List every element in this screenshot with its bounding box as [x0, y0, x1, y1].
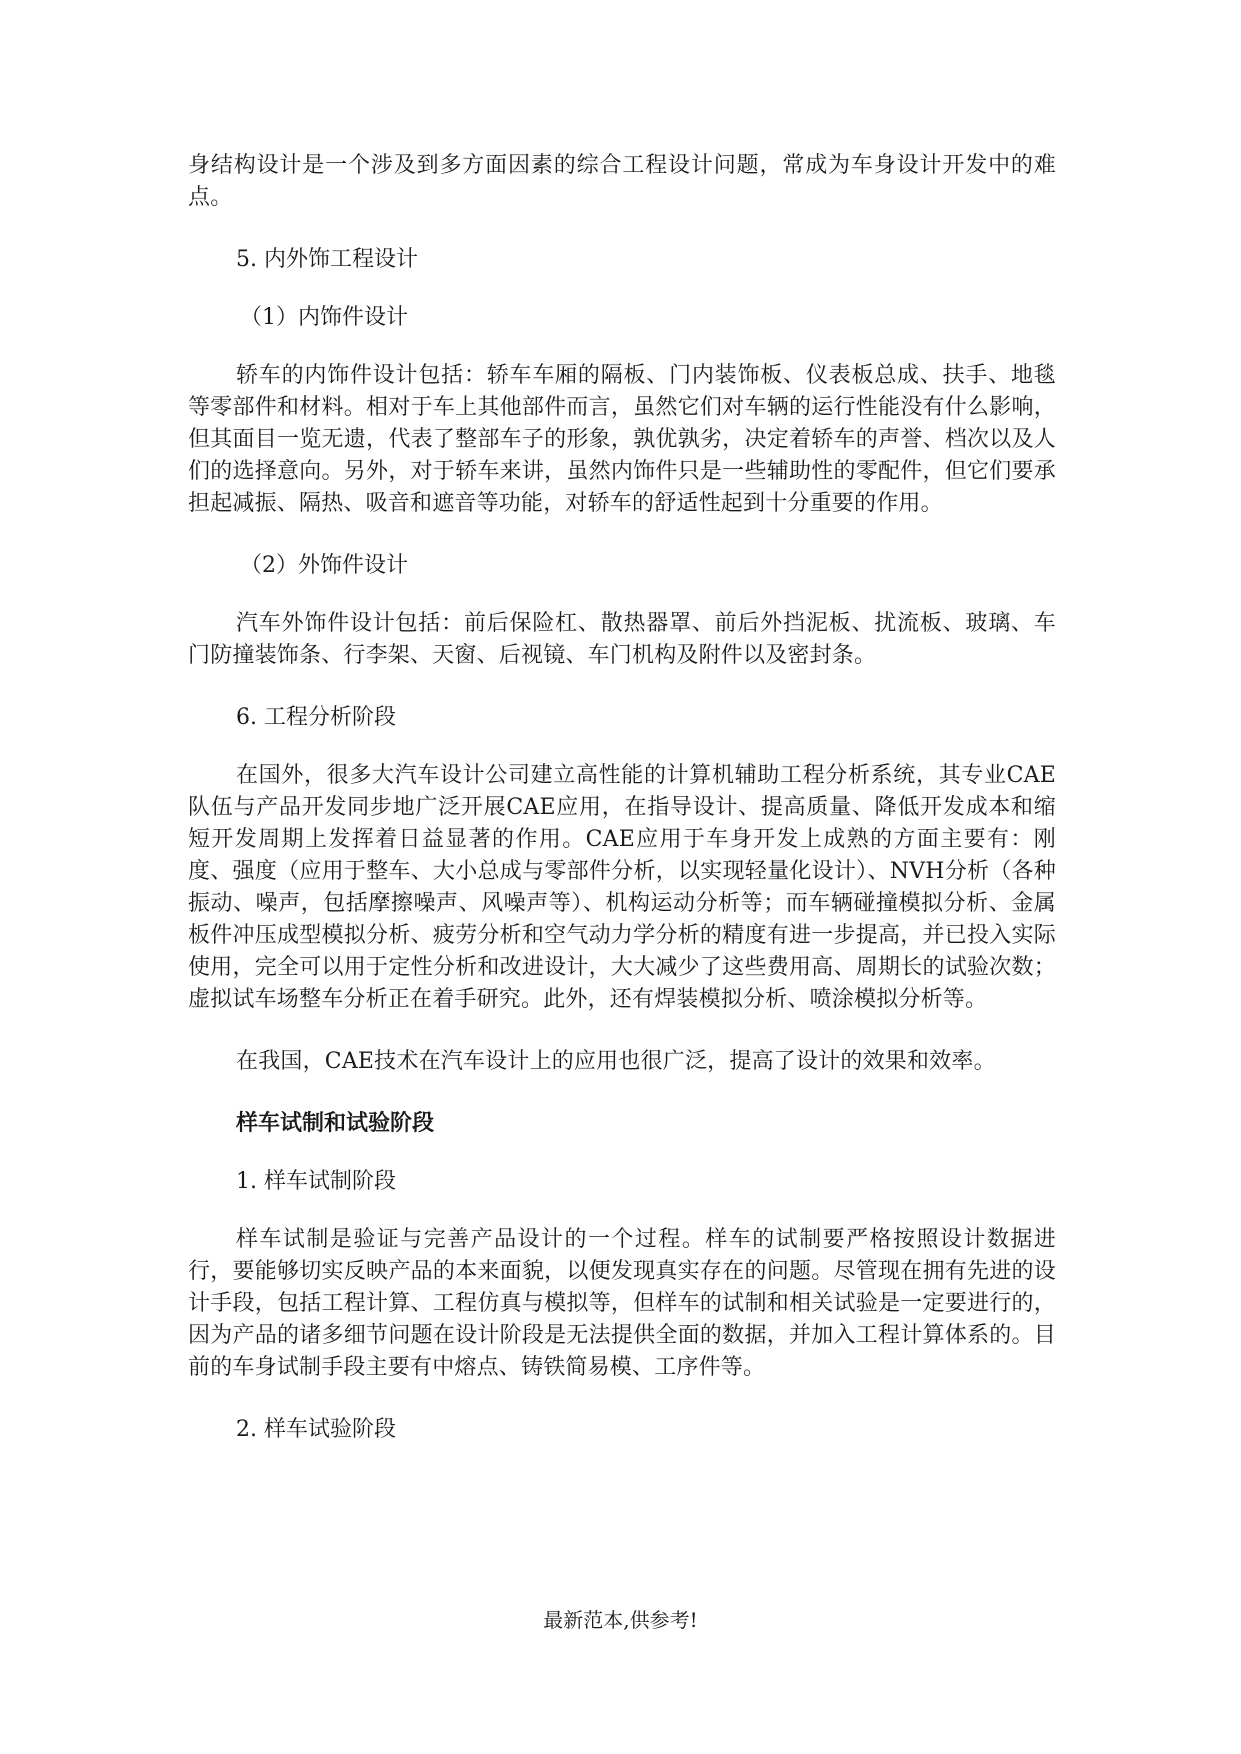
paragraph-prototype-build: 样车试制是验证与完善产品设计的一个过程。样车的试制要严格按照设计数据进行，要能够切实反映产品的本来面貌，以便发现真实存在的问题。尽管现在拥有先进的设计手段，包括工程计算、工程仿真与模拟等，但样车的试制和相关试验是一定要进行的，因为产品的诸多细节问题在设计阶段是无法提供全面的数据，并加入工程计算体系的。目前的车身试制手段主要有中熔点、铸铁简易模、工序件等。: [188, 1227, 1056, 1380]
document-page: [188, 150, 1056, 1446]
paragraph-interior: 轿车的内饰件设计包括：轿车车厢的隔板、门内装饰板、仪表板总成、扶手、地毯等零部件和材料。相对于车上其他部件而言，虽然它们对车辆的运行性能没有什么影响，但其面目一览无遗，代表了整部车子的形象，孰优孰劣，决定着轿车的声誉、档次以及人们的选择意向。另外，对于轿车来讲，虽然内饰件只是一些辅助性的零配件，但它们要承担起减振、隔热、吸音和遮音等功能，对轿车的舒适性起到十分重要的作用。: [188, 363, 1056, 516]
heading-interior-design: （1）内饰件设计: [240, 305, 408, 330]
heading-interior-exterior-design: 5. 内外饰工程设计: [236, 247, 418, 272]
paragraph-intro: 身结构设计是一个涉及到多方面因素的综合工程设计问题，常成为车身设计开发中的难点。: [188, 153, 1056, 210]
paragraph-china-cae: 在我国，CAE技术在汽车设计上的应用也很广泛，提高了设计的效果和效率。: [236, 1049, 996, 1074]
heading-exterior-design: （2）外饰件设计: [240, 553, 408, 578]
heading-engineering-analysis: 6. 工程分析阶段: [236, 705, 396, 730]
paragraph-analysis: 在国外，很多大汽车设计公司建立高性能的计算机辅助工程分析系统，其专业CAE队伍与产品开发同步地广泛开展CAE应用，在指导设计、提高质量、降低开发成本和缩短开发周期上发挥着日益显著的作用。CAE应用于车身开发上成熟的方面主要有：刚度、强度（应用于整车、大小总成与零部件分析，以实现轻量化设计）、NVH分析（各种振动、噪声，包括摩擦噪声、风噪声等）、机构运动分析等；而车辆碰撞模拟分析、金属板件冲压成型模拟分析、疲劳分析和空气动力学分析的精度有进一步提高，并已投入实际使用，完全可以用于定性分析和改进设计，大大减少了这些费用高、周期长的试验次数；虚拟试车场整车分析正在着手研究。此外，还有焊装模拟分析、喷涂模拟分析等。: [188, 763, 1056, 1012]
heading-prototype-build: 1. 样车试制阶段: [236, 1169, 396, 1194]
paragraph-exterior: 汽车外饰件设计包括：前后保险杠、散热器罩、前后外挡泥板、扰流板、玻璃、车门防撞装饰条、行李架、天窗、后视镜、车门机构及附件以及密封条。: [188, 611, 1056, 668]
heading-prototype-test: 2. 样车试验阶段: [236, 1417, 396, 1442]
heading-prototype-stage: 样车试制和试验阶段: [236, 1111, 435, 1136]
page-footer: 最新范本,供参考!: [543, 1608, 698, 1632]
